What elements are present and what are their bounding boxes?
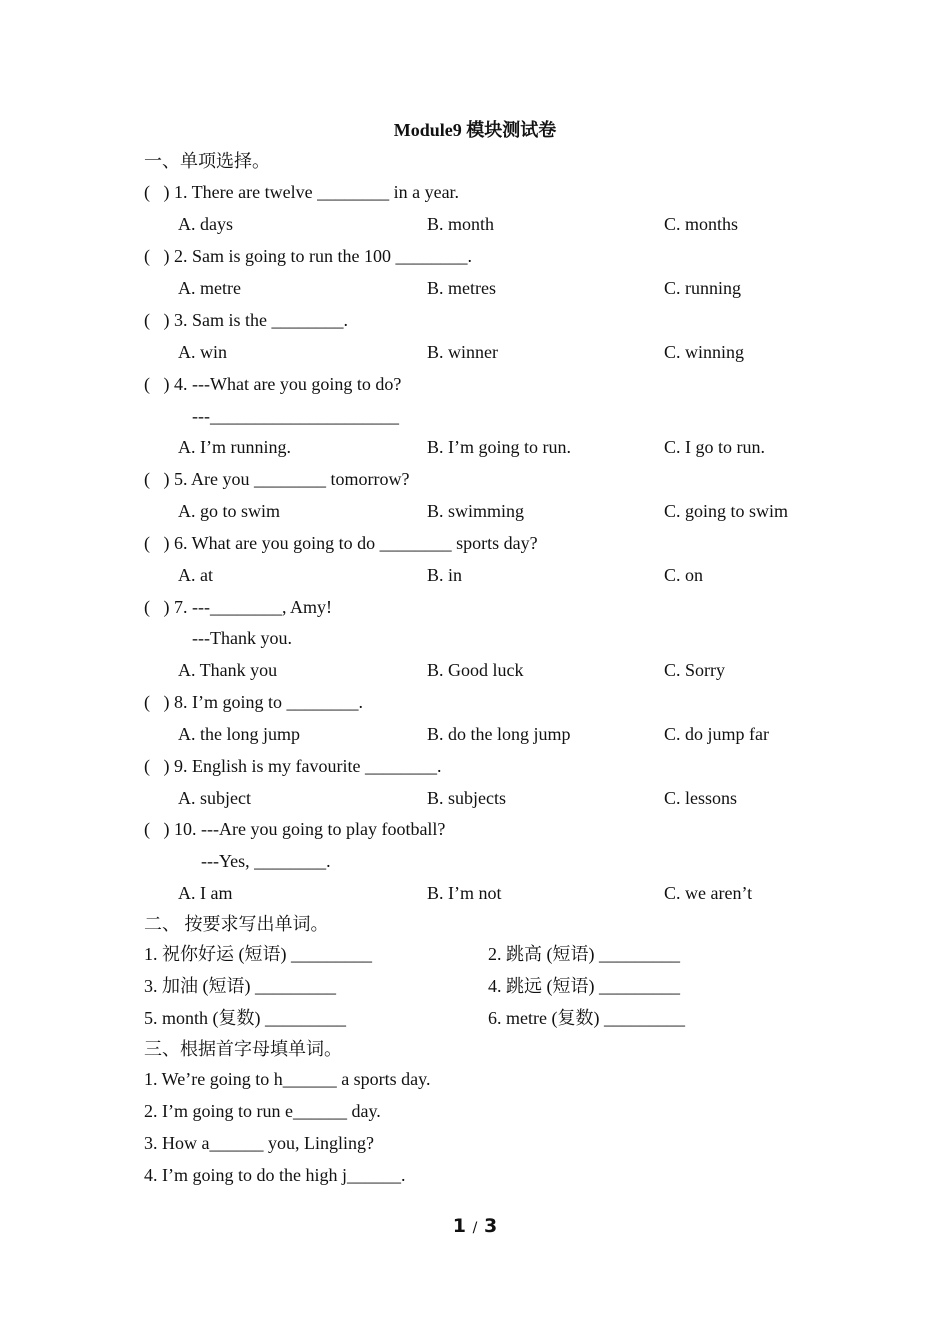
- option-2a: A. metre: [178, 278, 241, 298]
- section2-heading: 二、 按要求写出单词。: [144, 914, 329, 934]
- section1-heading: 一、单项选择。: [144, 151, 270, 171]
- word-item-1: 1. 祝你好运 (短语) _________: [144, 944, 372, 964]
- option-1a: A. days: [178, 214, 233, 234]
- option-1c: C. months: [664, 214, 739, 234]
- question-9: ( ) 9. English is my favourite ________.: [144, 756, 442, 776]
- question-7: ( ) 7. ---________, Amy!: [144, 597, 332, 617]
- word-item-4: 4. 跳远 (短语) _________: [488, 976, 680, 996]
- option-4a: A. I’m running.: [178, 437, 291, 457]
- word-item-6: 6. metre (复数) _________: [488, 1008, 685, 1028]
- word-item-5: 5. month (复数) _________: [144, 1008, 346, 1028]
- option-2b: B. metres: [427, 278, 496, 298]
- option-1b: B. month: [427, 214, 495, 234]
- option-5b: B. swimming: [427, 501, 525, 521]
- option-4c: C. I go to run.: [664, 437, 765, 457]
- option-3b: B. winner: [427, 342, 498, 362]
- option-8a: A. the long jump: [178, 724, 300, 744]
- option-5a: A. go to swim: [178, 501, 281, 521]
- option-6a: A. at: [178, 565, 213, 585]
- page-total: 3: [483, 1215, 498, 1237]
- word-item-2: 2. 跳高 (短语) _________: [488, 944, 680, 964]
- word-item-3: 3. 加油 (短语) _________: [144, 976, 336, 996]
- page-current: 1: [452, 1215, 467, 1237]
- option-10a: A. I am: [178, 883, 233, 903]
- option-5c: C. going to swim: [664, 501, 789, 521]
- option-3c: C. winning: [664, 342, 745, 362]
- option-9a: A. subject: [178, 788, 251, 808]
- question-7-reply: ---Thank you.: [192, 628, 292, 648]
- question-2: ( ) 2. Sam is going to run the 100 ________.: [144, 246, 472, 266]
- question-6: ( ) 6. What are you going to do ________ sports day?: [144, 533, 538, 553]
- question-8: ( ) 8. I’m going to ________.: [144, 692, 363, 712]
- fill-item-3: 3. How a______ you, Lingling?: [144, 1133, 374, 1153]
- fill-item-2: 2. I’m going to run e______ day.: [144, 1101, 381, 1121]
- option-9b: B. subjects: [427, 788, 506, 808]
- question-4-answer-line: ---_____________________: [192, 406, 399, 426]
- option-7a: A. Thank you: [178, 660, 278, 680]
- option-3a: A. win: [178, 342, 227, 362]
- question-5: ( ) 5. Are you ________ tomorrow?: [144, 469, 410, 489]
- page-title: Module9 模块测试卷: [393, 120, 557, 140]
- question-10-reply: ---Yes, ________.: [201, 851, 331, 871]
- option-9c: C. lessons: [664, 788, 738, 808]
- question-3: ( ) 3. Sam is the ________.: [144, 310, 348, 330]
- option-8c: C. do jump far: [664, 724, 769, 744]
- option-10b: B. I’m not: [427, 883, 502, 903]
- fill-item-4: 4. I’m going to do the high j______.: [144, 1165, 406, 1185]
- option-4b: B. I’m going to run.: [427, 437, 571, 457]
- option-6c: C. on: [664, 565, 704, 585]
- option-8b: B. do the long jump: [427, 724, 571, 744]
- page-number: [0, 1215, 950, 1239]
- option-10c: C. we aren’t: [664, 883, 753, 903]
- option-6b: B. in: [427, 565, 463, 585]
- question-10: ( ) 10. ---Are you going to play football?: [144, 819, 446, 839]
- question-1: ( ) 1. There are twelve ________ in a year.: [144, 182, 460, 202]
- option-7c: C. Sorry: [664, 660, 726, 680]
- option-2c: C. running: [664, 278, 742, 298]
- fill-item-1: 1. We’re going to h______ a sports day.: [144, 1069, 431, 1089]
- section3-heading: 三、根据首字母填单词。: [144, 1039, 342, 1059]
- question-4: ( ) 4. ---What are you going to do?: [144, 374, 402, 394]
- page-separator: /: [472, 1220, 478, 1236]
- option-7b: B. Good luck: [427, 660, 524, 680]
